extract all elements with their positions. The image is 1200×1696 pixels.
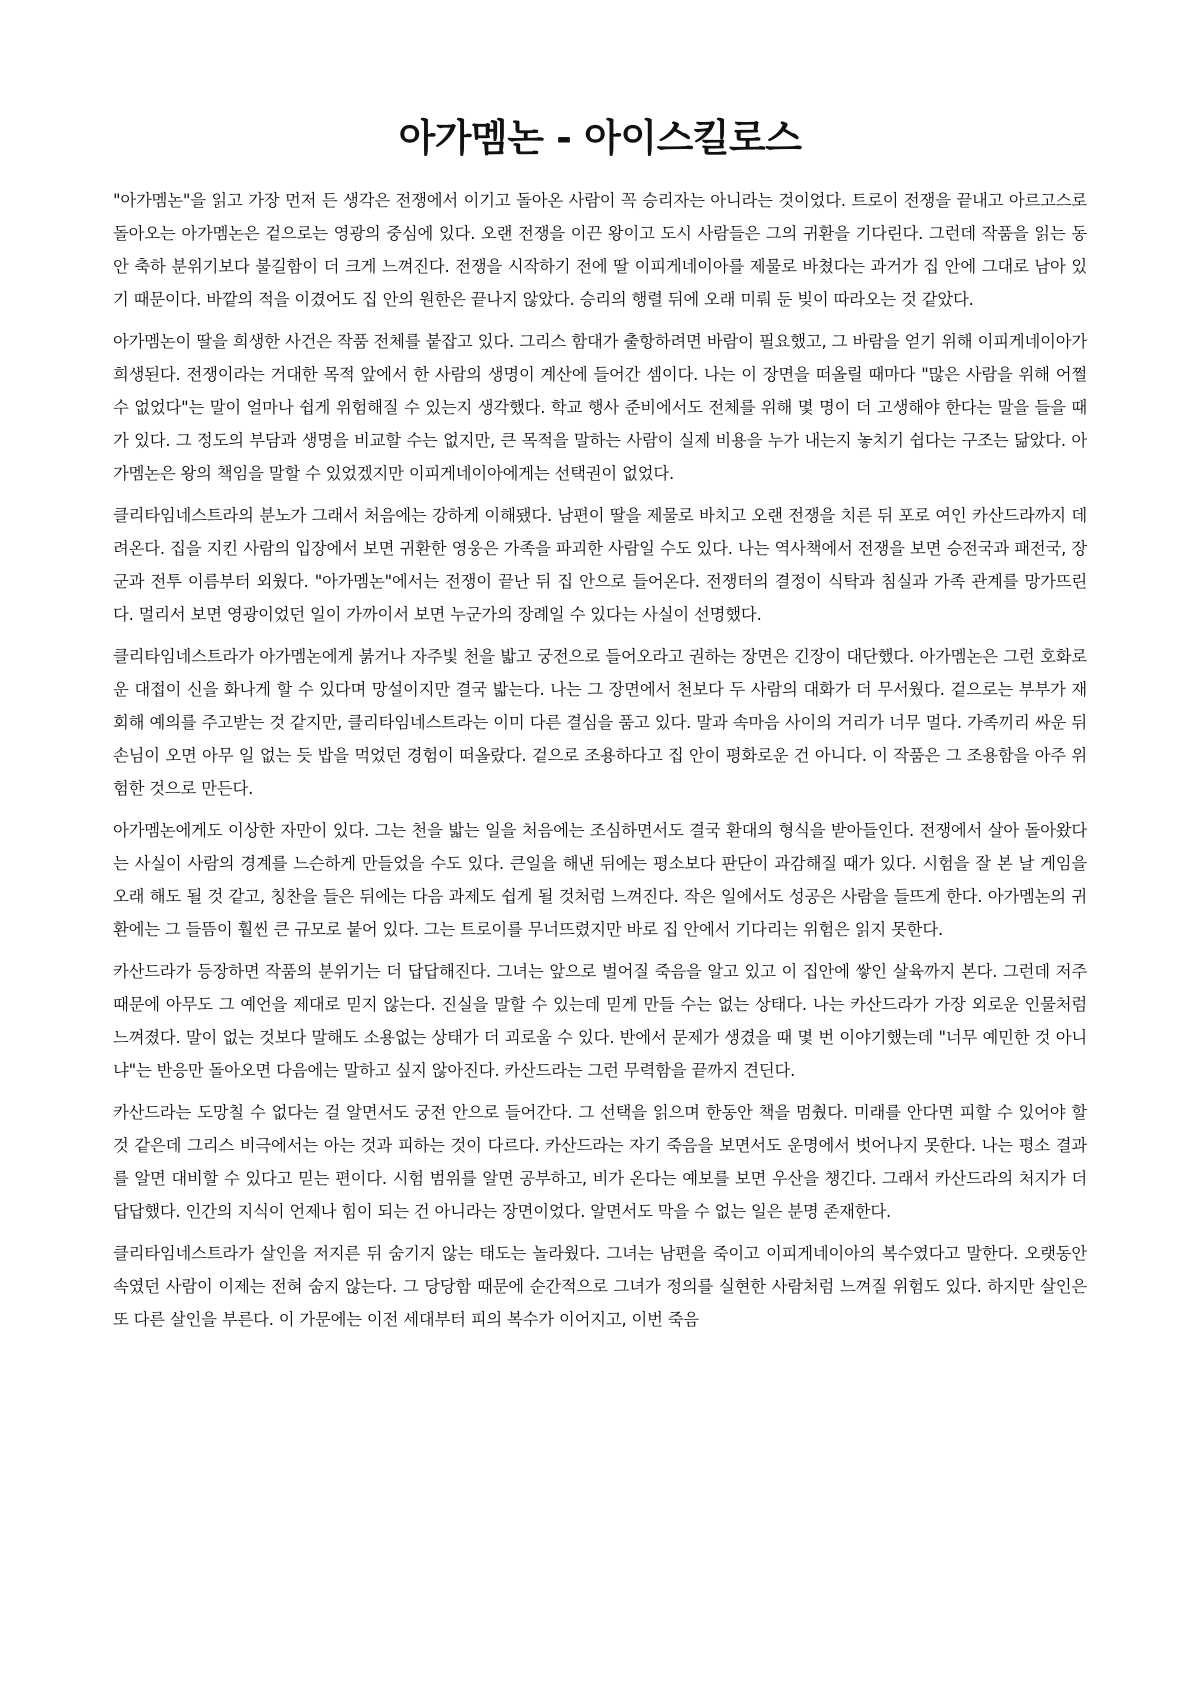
document-body xyxy=(113,184,1087,1336)
paragraph-5: 아가멤논에게도 이상한 자만이 있다. 그는 천을 밟는 일을 처음에는 조심하면서도 결국 환대의 형식을 받아들인다. 전쟁에서 살아 돌아왔다는 사실이 사람의 경계를 느슨하게 만들었을 수도 있다. 큰일을 해낸 뒤에는 평소보다 판단이 과감해질 때가 있다. 시험을 잘 본 날 게임을 오래 해도 될 것 같고, 칭찬을 들은 뒤에는 다음 과제도 쉽게 될 것처럼 느껴진다. 작은 일에서도 성공은 사람을 들뜨게 한다. 아가멤논의 귀환에는 그 들뜸이 훨씬 큰 규모로 붙어 있다. 그는 트로이를 무너뜨렸지만 바로 집 안에서 기다리는 위험은 읽지 못한다. xyxy=(113,821,1087,939)
paragraph-8: 클리타임네스트라가 살인을 저지른 뒤 숨기지 않는 태도는 놀라웠다. 그녀는 남편을 죽이고 이피게네이아의 복수였다고 말한다. 오랫동안 속였던 사람이 이제는 전혀 숨지 않는다. 그 당당함 때문에 순간적으로 그녀가 정의를 실현한 사람처럼 느껴질 위험도 있다. 하지만 살인은 또 다른 살인을 부른다. 이 가문에는 이전 세대부터 피의 복수가 이어지고, 이번 죽음 xyxy=(113,1244,1087,1329)
paragraph-3: 클리타임네스트라의 분노가 그래서 처음에는 강하게 이해됐다. 남편이 딸을 제물로 바치고 오랜 전쟁을 치른 뒤 포로 여인 카산드라까지 데려온다. 집을 지킨 사람의 입장에서 보면 귀환한 영웅은 가족을 파괴한 사람일 수도 있다. 나는 역사책에서 전쟁을 보면 승전국과 패전국, 장군과 전투 이름부터 외웠다. "아가멤논"에서는 전쟁이 끝난 뒤 집 안으로 들어온다. 전쟁터의 결정이 식탁과 침실과 가족 관계를 망가뜨린다. 멀리서 보면 영광이었던 일이 가까이서 보면 누군가의 장례일 수 있다는 사실이 선명했다. xyxy=(113,506,1087,624)
paragraph-2: 아가멤논이 딸을 희생한 사건은 작품 전체를 붙잡고 있다. 그리스 함대가 출항하려면 바람이 필요했고, 그 바람을 얻기 위해 이피게네이아가 희생된다. 전쟁이라는 거대한 목적 앞에서 한 사람의 생명이 계산에 들어간 셈이다. 나는 이 장면을 떠올릴 때마다 "많은 사람을 위해 어쩔 수 없었다"는 말이 얼마나 쉽게 위험해질 수 있는지 생각했다. 학교 행사 준비에서도 전체를 위해 몇 명이 더 고생해야 한다는 말을 들을 때가 있다. 그 정도의 부담과 생명을 비교할 수는 없지만, 큰 목적을 말하는 사람이 실제 비용을 누가 내는지 놓치기 쉽다는 구조는 닮았다. 아가멤논은 왕의 책임을 말할 수 있었겠지만 이피게네이아에게는 선택권이 없었다. xyxy=(113,332,1087,483)
paragraph-1: "아가멤논"을 읽고 가장 먼저 든 생각은 전쟁에서 이기고 돌아온 사람이 꼭 승리자는 아니라는 것이었다. 트로이 전쟁을 끝내고 아르고스로 돌아오는 아가멤논은 겉으로는 영광의 중심에 있다. 오랜 전쟁을 이끈 왕이고 도시 사람들은 그의 귀환을 기다린다. 그런데 작품을 읽는 동안 축하 분위기보다 불길함이 더 크게 느껴진다. 전쟁을 시작하기 전에 딸 이피게네이아를 제물로 바쳤다는 과거가 집 안에 그대로 남아 있기 때문이다. 바깥의 적을 이겼어도 집 안의 원한은 끝나지 않았다. 승리의 행렬 뒤에 오래 미뤄 둔 빚이 따라오는 것 같았다. xyxy=(113,191,1087,309)
paragraph-6: 카산드라가 등장하면 작품의 분위기는 더 답답해진다. 그녀는 앞으로 벌어질 죽음을 알고 있고 이 집안에 쌓인 살육까지 본다. 그런데 저주 때문에 아무도 그 예언을 제대로 믿지 않는다. 진실을 말할 수 있는데 믿게 만들 수는 없는 상태다. 나는 카산드라가 가장 외로운 인물처럼 느껴졌다. 말이 없는 것보다 말해도 소용없는 상태가 더 괴로울 수 있다. 반에서 문제가 생겼을 때 몇 번 이야기했는데 "너무 예민한 것 아니냐"는 반응만 돌아오면 다음에는 말하고 싶지 않아진다. 카산드라는 그런 무력함을 끝까지 견딘다. xyxy=(113,962,1087,1080)
paragraph-4: 클리타임네스트라가 아가멤논에게 붉거나 자주빛 천을 밟고 궁전으로 들어오라고 권하는 장면은 긴장이 대단했다. 아가멤논은 그런 호화로운 대접이 신을 화나게 할 수 있다며 망설이지만 결국 밟는다. 나는 그 장면에서 천보다 두 사람의 대화가 더 무서웠다. 겉으로는 부부가 재회해 예의를 주고받는 것 같지만, 클리타임네스트라는 이미 다른 결심을 품고 있다. 말과 속마음 사이의 거리가 너무 멀다. 가족끼리 싸운 뒤 손님이 오면 아무 일 없는 듯 밥을 먹었던 경험이 떠올랐다. 겉으로 조용하다고 집 안이 평화로운 건 아니다. 이 작품은 그 조용함을 아주 위험한 것으로 만든다. xyxy=(113,647,1087,798)
paragraph-7: 카산드라는 도망칠 수 없다는 걸 알면서도 궁전 안으로 들어간다. 그 선택을 읽으며 한동안 책을 멈췄다. 미래를 안다면 피할 수 있어야 할 것 같은데 그리스 비극에서는 아는 것과 피하는 것이 다르다. 카산드라는 자기 죽음을 보면서도 운명에서 벗어나지 못한다. 나는 평소 결과를 알면 대비할 수 있다고 믿는 편이다. 시험 범위를 알면 공부하고, 비가 온다는 예보를 보면 우산을 챙긴다. 그래서 카산드라의 처지가 더 답답했다. 인간의 지식이 언제나 힘이 되는 건 아니라는 장면이었다. 알면서도 막을 수 없는 일은 분명 존재한다. xyxy=(113,1103,1087,1221)
document-title: 아가멤논 - 아이스킬로스 xyxy=(398,116,802,160)
